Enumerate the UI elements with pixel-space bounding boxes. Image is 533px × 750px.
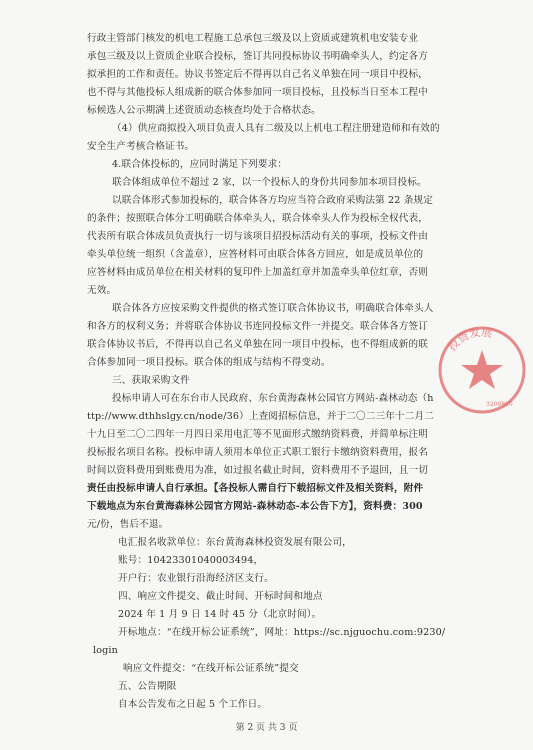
- text-line: 下载地点为东台黄海森林公园官方网站-森林动态-本公告下方】，资料费：300: [87, 501, 423, 512]
- text-line: 以联合体形式参加投标的，联合体各方均应当符合政府采购法第 22 条规定: [112, 195, 433, 206]
- text-line: （4）供应商拟投入项目负责人具有二级及以上机电工程注册建造师和有效的: [112, 123, 440, 134]
- text-line: 责任由投标申请人自行承担。【各投标人需自行下载招标文件及相关资料，附件: [87, 483, 424, 494]
- text-line: 也不得与其他投标人组成新的联合体参加同一项目投标，且投标当日至本工程中: [87, 87, 429, 98]
- text-line: 自本公告发布之日起 5 个工作日。: [118, 699, 268, 710]
- text-line: 行政主管部门核发的机电工程施工总承包三级及以上资质或建筑机电安装专业: [87, 33, 419, 44]
- text-line: 开户行：农业银行沿海经济区支行。: [118, 573, 274, 584]
- text-line: 代表所有联合体成员负责执行一切与该项目招投标活动有关的事项，投标文件由: [87, 231, 429, 242]
- text-line: 三、获取采购文件: [112, 375, 190, 386]
- text-line: 投标报名项目名称。投标申请人须用本单位正式职工银行卡缴纳资料费用，报名: [87, 447, 429, 458]
- text-line: 十九日至二〇二四年一月四日采用电汇等不见面形式缴纳资料费，并简单标注明: [87, 429, 429, 440]
- text-line: 2024 年 1 月 9 日 14 时 45 分（北京时间）。: [118, 609, 322, 620]
- text-line: 五、公告期限: [118, 681, 177, 692]
- text-line: 牵头单位统一组织（含盖章），应答材料可由联合体各方回应，如是成员单位的: [87, 249, 424, 260]
- text-line: 账号：10423301040003494，: [118, 555, 264, 566]
- seal-number: 3209810: [486, 401, 513, 408]
- text-line: 无效。: [87, 285, 117, 296]
- company-seal: [430, 320, 530, 420]
- text-line: 安全生产考核合格证书。: [87, 141, 195, 152]
- text-line: 开标地点：“在线开标公证系统”，网址：https://sc.njguochu.com:9230/: [118, 627, 446, 638]
- page-footer: 第 2 页 共 3 页: [235, 723, 298, 733]
- text-line: 联合体协议书后，不得再以自己名义单独在同一项目中投标，也不得组成新的联: [87, 339, 429, 350]
- text-line: 的条件；按照联合体分工明确联合体牵头人，联合体牵头人作为投标全权代表，: [87, 213, 429, 224]
- text-line: 电汇报名收款单位：东台黄海森林投资发展有限公司，: [118, 537, 352, 548]
- text-line: 元/份，售后不退。: [87, 519, 169, 530]
- text-line: 响应文件提交：“在线开标公证系统”提交: [123, 663, 299, 674]
- text-line: 时间以资料费用到账费用为准，如过报名截止时间，资料费用不予退回，且一切: [87, 465, 429, 476]
- text-line: 4.联合体投标的，应同时满足下列要求：: [112, 159, 288, 170]
- text-line: login: [93, 645, 118, 656]
- svg-text:投资发展: [445, 325, 493, 354]
- text-line: 联合体各方应按采购文件提供的格式签订联合体协议书，明确联合体牵头人: [112, 303, 434, 314]
- text-line: ttp://www.dthhslgy.cn/node/36）上查阅招标信息，并于二〇二三年十二月二: [87, 411, 434, 422]
- text-line: 合体参加同一项目投标。联合体的组成与结构不得变动。: [87, 357, 331, 368]
- text-line: 投标申请人可在东台市人民政府、东台黄海森林公园官方网站-森林动态（h: [112, 393, 434, 404]
- seal-top-text: 投资发展: [445, 325, 494, 354]
- text-line: 标候选人公示期满上述资质动态核查均处于合格状态。: [87, 105, 321, 116]
- text-line: 应答材料由成员单位在相关材料的复印件上加盖红章并加盖牵头单位红章，否则: [87, 267, 429, 278]
- text-line: 拟承担的工作和责任。协议书签定后不得再以自己名义单独在同一项目中投标，: [87, 69, 429, 80]
- text-line: 联合体组成单位不超过 2 家，以一个投标人的身份共同参加本项目投标。: [112, 177, 427, 188]
- seal-star-icon: [461, 350, 503, 389]
- text-line: 承包三级及以上资质企业联合投标，签订共同投标协议书明确牵头人，约定各方: [87, 51, 429, 62]
- text-line: 和各方的权利义务；并将联合体协议书连同投标文件一并提交。联合体各方签订: [87, 321, 429, 332]
- text-line: 四、响应文件提交、截止时间、开标时间和地点: [118, 591, 323, 602]
